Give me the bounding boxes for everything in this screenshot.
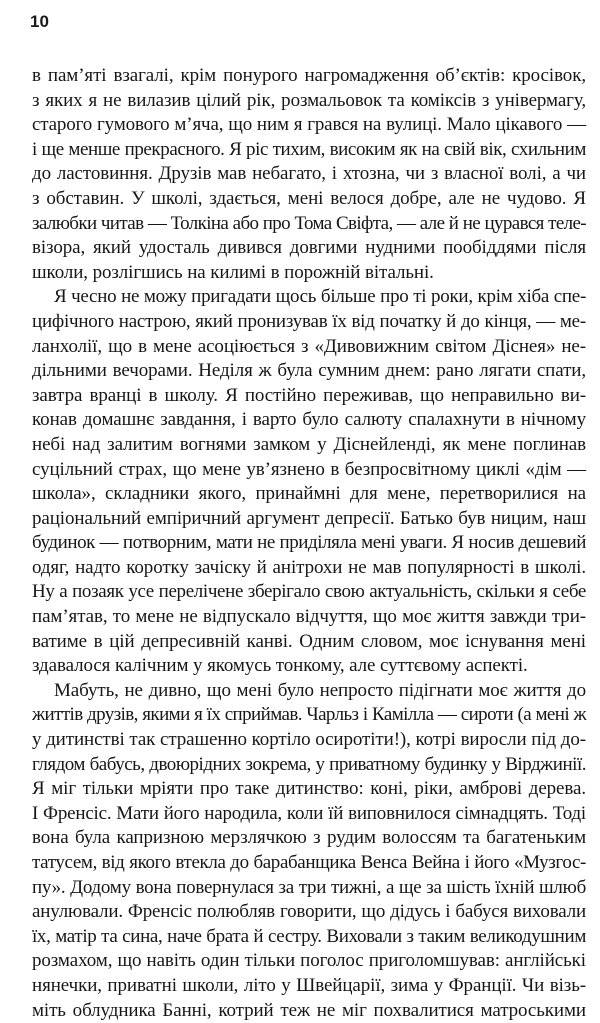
text-line: і ще менше прекрасного. Я ріс тихим, високим як на свій вік, схильним (32, 138, 586, 160)
text-line: І Френсіс. Мати його народила, коли їй виповнилося сімнадцять. Тоді (32, 802, 586, 824)
text-line: пам’ятав, то мене не відпускало відчуття, що моє життя завжди три- (32, 606, 586, 628)
text-line: здавалося калічним у якомусь тонкому, але суттєвому аспекті. (32, 655, 528, 677)
text-line: цифічного настрою, який пронизував їх від початку й до кінця, — ме- (32, 310, 586, 332)
text-line: вона була капризною мерзлячкою з рудим волоссям та багатеньким (32, 827, 586, 849)
text-line: пу». Додому вона повернулася за три тижні, а ще за шість їхній шлюб (32, 876, 586, 898)
text-line: з яких я не вилазив цілий рік, розмальовок та коміксів з універмагу, (32, 89, 586, 111)
text-line: одяг, надто коротку зачіску й анітрохи не мав популярності в школі. (32, 556, 586, 578)
text-line: залюбки читав — Толкіна або про Тома Свіфта, — але й не цурався теле- (32, 212, 586, 234)
body-text (32, 64, 586, 1023)
text-line: візора, який удосталь дивився довгими нудними пообіддями після (32, 237, 586, 259)
text-line: школи, розлігшись на килимі в порожній вітальні. (32, 261, 434, 283)
text-line: будинок — потворним, мати не приділяла мені уваги. Я носив дешевий (32, 532, 586, 554)
text-line: ватиме в цій депресивній канві. Одним словом, моє існування мені (32, 630, 586, 652)
text-line: глядом бабусь, двоюрідних зокрема, у приватному будинку у Вірджинії. (32, 753, 586, 775)
text-line: у дитинстві так страшенно кортіло осиротіти!), котрі виросли під до- (32, 729, 586, 751)
page-number: 10 (30, 12, 49, 31)
text-line: Ну а позаяк усе перелічене зберігало свою актуальність, скільки я себе (32, 581, 586, 603)
text-line: завтра вранці в школу. Я постійно переживав, що неправильно ви- (32, 384, 586, 406)
text-line: небі над залитим вогнями замком у Діснейленді, як мене поглинав (32, 433, 586, 455)
text-line: раціональний емпіричний аргумент депресії. Батько був ницим, наш (32, 507, 586, 529)
text-line: татусем, від якого втекла до барабанщика Венса Вейна і його «Музгос- (32, 852, 586, 873)
text-line: в пам’яті взагалі, крім понурого нагромадження об’єктів: кросівок, (32, 65, 586, 86)
text-line: анулювали. Френсіс полюбляв говорити, що дідусь і бабуся виховали (32, 901, 586, 923)
text-line: нянечки, приватні школи, літо у Швейцарії, зима у Франції. Чи візь- (32, 974, 586, 996)
text-line: з обставин. У школі, здається, мені велося добре, але не чудово. Я (32, 187, 586, 209)
text-line: їх, матір та сина, наче брата й сестру. Виховали з таким великодушним (32, 925, 586, 947)
text-line: до ластовиння. Друзів мав небагато, і хтозна, чи з власної волі, а чи (32, 163, 586, 185)
text-line: Мабуть, не дивно, що мені було непросто підігнати моє життя до (54, 679, 586, 701)
text-line: Я міг тільки мріяти про таке дитинство: коні, ріки, амброві дерева. (32, 778, 586, 800)
text-line: міть облудника Банні, котрий теж не міг похвалитися матроськими (32, 999, 586, 1021)
text-line: життів друзів, якими я їх сприймав. Чарльз і Камілла — сироти (а мені ж (32, 704, 586, 726)
text-line: суцільний страх, що мене ув’язнено в безпросвітному циклі «дім — (32, 458, 586, 480)
text-line: Я чесно не можу пригадати щось більше про ті роки, крім хіба спе- (54, 286, 586, 308)
text-line: старого гумового м’яча, що ним я грався на вулиці. Мало цікавого — (32, 114, 586, 136)
text-line: розмахом, що навіть один тільки поголос приголомшував: англійські (32, 950, 586, 972)
text-line: школа», складники якого, принаймні для мене, перетворилися на (32, 483, 586, 505)
text-line: конав домашнє завдання, і варто було салюту спалахнути в нічному (32, 409, 586, 431)
text-line: дільними вечорами. Неділя ж була сумним днем: рано лягати спати, (32, 360, 586, 382)
text-line: ланхолії, що в мене асоціюється з «Дивовижним світом Діснея» не- (32, 335, 586, 357)
